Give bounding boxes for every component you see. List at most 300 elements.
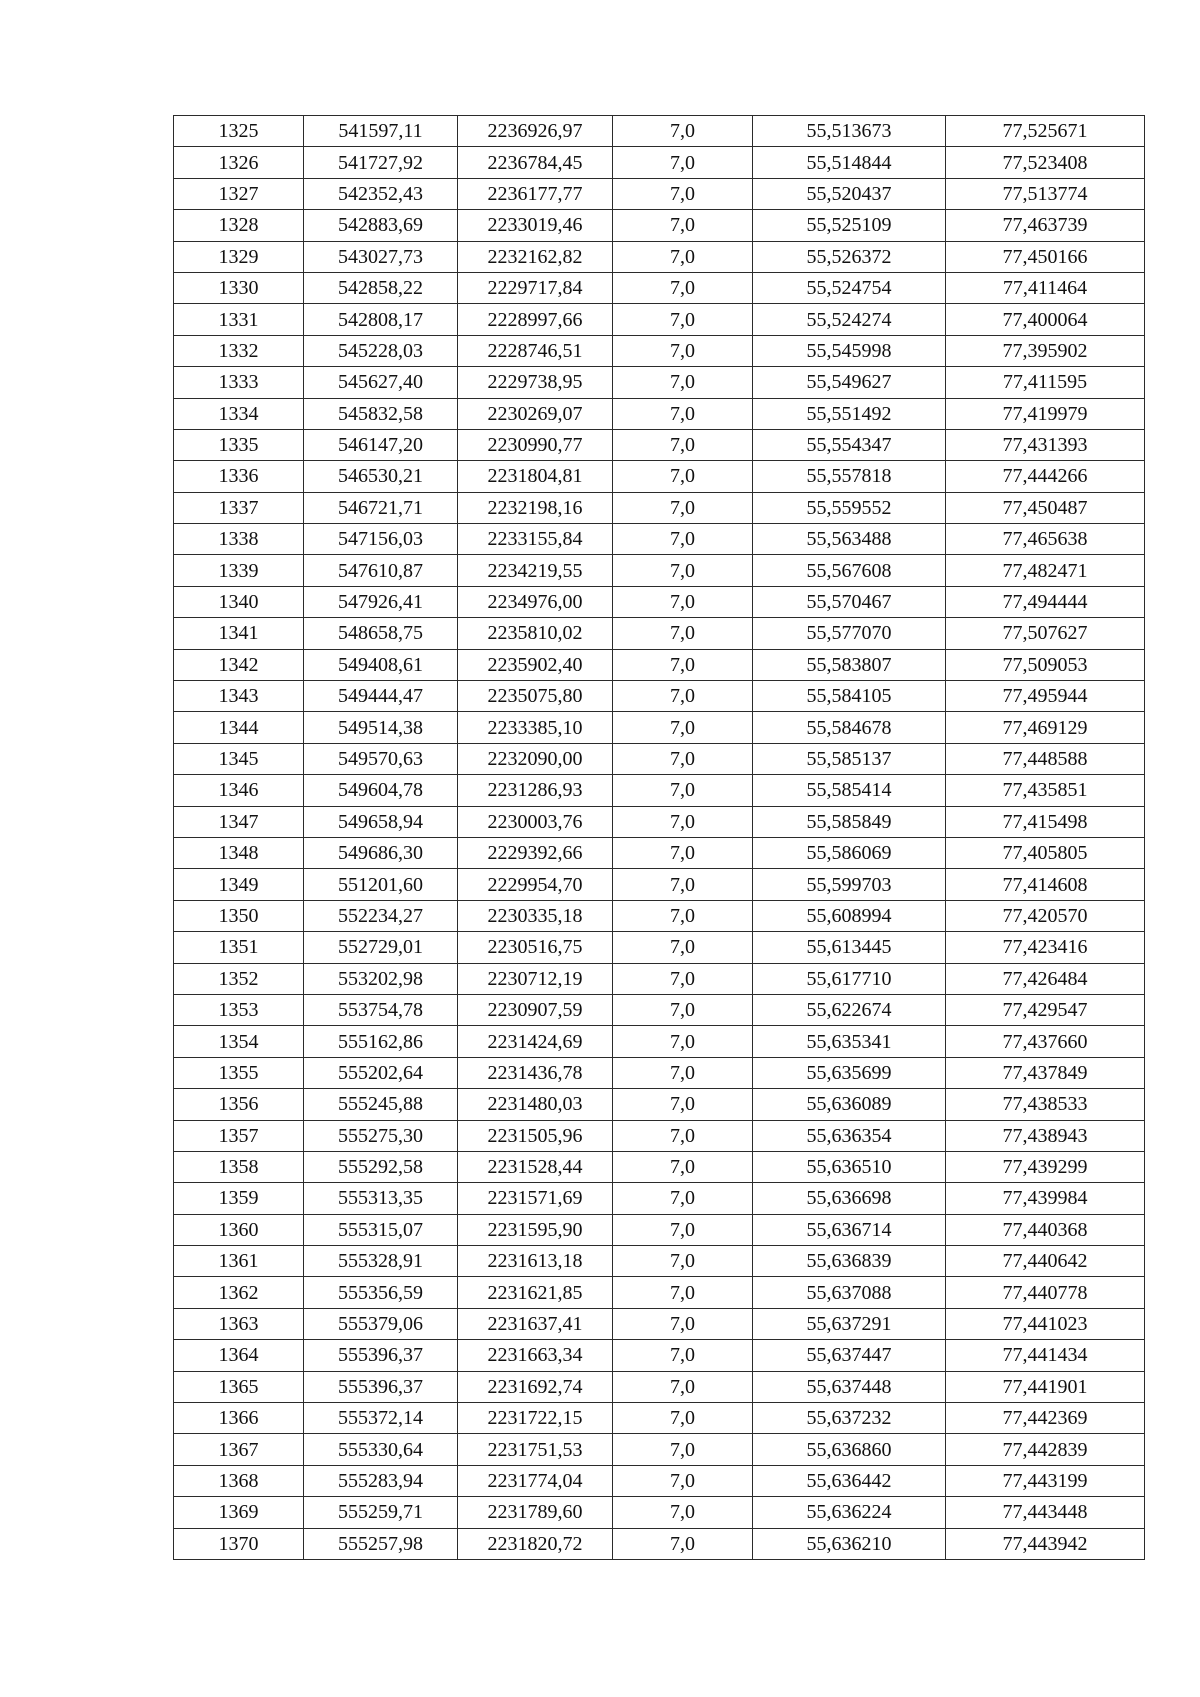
point-number-cell: 1340 (174, 586, 304, 617)
x-coordinate-cell: 555283,94 (304, 1465, 458, 1496)
point-number-cell: 1353 (174, 994, 304, 1025)
value-cell: 7,0 (613, 555, 753, 586)
value-cell: 7,0 (613, 210, 753, 241)
y-coordinate-cell: 2233155,84 (458, 524, 613, 555)
value-cell: 7,0 (613, 712, 753, 743)
longitude-cell: 77,441434 (946, 1340, 1145, 1371)
latitude-cell: 55,613445 (753, 932, 946, 963)
longitude-cell: 77,450166 (946, 241, 1145, 272)
table-row (174, 335, 1145, 366)
y-coordinate-cell: 2230003,76 (458, 806, 613, 837)
table-row (174, 492, 1145, 523)
point-number-cell: 1325 (174, 116, 304, 147)
point-number-cell: 1339 (174, 555, 304, 586)
y-coordinate-cell: 2229392,66 (458, 837, 613, 868)
coordinates-table-body (174, 116, 1145, 1560)
x-coordinate-cell: 546721,71 (304, 492, 458, 523)
y-coordinate-cell: 2231621,85 (458, 1277, 613, 1308)
x-coordinate-cell: 547610,87 (304, 555, 458, 586)
latitude-cell: 55,637291 (753, 1308, 946, 1339)
point-number-cell: 1337 (174, 492, 304, 523)
latitude-cell: 55,636510 (753, 1151, 946, 1182)
latitude-cell: 55,586069 (753, 837, 946, 868)
point-number-cell: 1350 (174, 900, 304, 931)
value-cell: 7,0 (613, 586, 753, 617)
table-row (174, 524, 1145, 555)
table-row (174, 869, 1145, 900)
table-row (174, 743, 1145, 774)
latitude-cell: 55,637447 (753, 1340, 946, 1371)
latitude-cell: 55,585137 (753, 743, 946, 774)
longitude-cell: 77,440368 (946, 1214, 1145, 1245)
latitude-cell: 55,617710 (753, 963, 946, 994)
y-coordinate-cell: 2231774,04 (458, 1465, 613, 1496)
y-coordinate-cell: 2228997,66 (458, 304, 613, 335)
point-number-cell: 1330 (174, 272, 304, 303)
latitude-cell: 55,636354 (753, 1120, 946, 1151)
value-cell: 7,0 (613, 272, 753, 303)
latitude-cell: 55,525109 (753, 210, 946, 241)
value-cell: 7,0 (613, 806, 753, 837)
latitude-cell: 55,636698 (753, 1183, 946, 1214)
y-coordinate-cell: 2234219,55 (458, 555, 613, 586)
value-cell: 7,0 (613, 147, 753, 178)
point-number-cell: 1336 (174, 461, 304, 492)
y-coordinate-cell: 2236177,77 (458, 178, 613, 209)
latitude-cell: 55,513673 (753, 116, 946, 147)
point-number-cell: 1345 (174, 743, 304, 774)
point-number-cell: 1351 (174, 932, 304, 963)
y-coordinate-cell: 2231751,53 (458, 1434, 613, 1465)
y-coordinate-cell: 2231595,90 (458, 1214, 613, 1245)
x-coordinate-cell: 542808,17 (304, 304, 458, 335)
value-cell: 7,0 (613, 869, 753, 900)
table-row (174, 1528, 1145, 1559)
x-coordinate-cell: 552729,01 (304, 932, 458, 963)
longitude-cell: 77,441901 (946, 1371, 1145, 1402)
point-number-cell: 1352 (174, 963, 304, 994)
point-number-cell: 1328 (174, 210, 304, 241)
latitude-cell: 55,637088 (753, 1277, 946, 1308)
x-coordinate-cell: 555315,07 (304, 1214, 458, 1245)
point-number-cell: 1367 (174, 1434, 304, 1465)
point-number-cell: 1338 (174, 524, 304, 555)
latitude-cell: 55,554347 (753, 429, 946, 460)
table-row (174, 963, 1145, 994)
table-row (174, 1026, 1145, 1057)
longitude-cell: 77,431393 (946, 429, 1145, 460)
longitude-cell: 77,482471 (946, 555, 1145, 586)
table-row (174, 178, 1145, 209)
x-coordinate-cell: 545832,58 (304, 398, 458, 429)
longitude-cell: 77,469129 (946, 712, 1145, 743)
value-cell: 7,0 (613, 994, 753, 1025)
latitude-cell: 55,526372 (753, 241, 946, 272)
point-number-cell: 1358 (174, 1151, 304, 1182)
x-coordinate-cell: 549686,30 (304, 837, 458, 868)
longitude-cell: 77,463739 (946, 210, 1145, 241)
y-coordinate-cell: 2230990,77 (458, 429, 613, 460)
table-row (174, 1308, 1145, 1339)
longitude-cell: 77,395902 (946, 335, 1145, 366)
y-coordinate-cell: 2231820,72 (458, 1528, 613, 1559)
longitude-cell: 77,525671 (946, 116, 1145, 147)
x-coordinate-cell: 541597,11 (304, 116, 458, 147)
value-cell: 7,0 (613, 461, 753, 492)
point-number-cell: 1334 (174, 398, 304, 429)
x-coordinate-cell: 542352,43 (304, 178, 458, 209)
x-coordinate-cell: 549514,38 (304, 712, 458, 743)
longitude-cell: 77,435851 (946, 775, 1145, 806)
x-coordinate-cell: 552234,27 (304, 900, 458, 931)
point-number-cell: 1359 (174, 1183, 304, 1214)
table-row (174, 1246, 1145, 1277)
longitude-cell: 77,439299 (946, 1151, 1145, 1182)
point-number-cell: 1343 (174, 681, 304, 712)
point-number-cell: 1363 (174, 1308, 304, 1339)
y-coordinate-cell: 2229717,84 (458, 272, 613, 303)
latitude-cell: 55,636210 (753, 1528, 946, 1559)
table-row (174, 461, 1145, 492)
x-coordinate-cell: 549604,78 (304, 775, 458, 806)
table-row (174, 116, 1145, 147)
x-coordinate-cell: 545228,03 (304, 335, 458, 366)
table-row (174, 681, 1145, 712)
latitude-cell: 55,524274 (753, 304, 946, 335)
latitude-cell: 55,524754 (753, 272, 946, 303)
latitude-cell: 55,563488 (753, 524, 946, 555)
value-cell: 7,0 (613, 1151, 753, 1182)
table-row (174, 618, 1145, 649)
y-coordinate-cell: 2231528,44 (458, 1151, 613, 1182)
latitude-cell: 55,551492 (753, 398, 946, 429)
point-number-cell: 1349 (174, 869, 304, 900)
latitude-cell: 55,514844 (753, 147, 946, 178)
table-row (174, 775, 1145, 806)
value-cell: 7,0 (613, 241, 753, 272)
value-cell: 7,0 (613, 178, 753, 209)
longitude-cell: 77,443448 (946, 1497, 1145, 1528)
table-row (174, 210, 1145, 241)
y-coordinate-cell: 2231789,60 (458, 1497, 613, 1528)
longitude-cell: 77,441023 (946, 1308, 1145, 1339)
longitude-cell: 77,448588 (946, 743, 1145, 774)
latitude-cell: 55,585849 (753, 806, 946, 837)
value-cell: 7,0 (613, 900, 753, 931)
y-coordinate-cell: 2231480,03 (458, 1089, 613, 1120)
y-coordinate-cell: 2230712,19 (458, 963, 613, 994)
y-coordinate-cell: 2231722,15 (458, 1403, 613, 1434)
latitude-cell: 55,584105 (753, 681, 946, 712)
table-row (174, 398, 1145, 429)
table-row (174, 429, 1145, 460)
y-coordinate-cell: 2229954,70 (458, 869, 613, 900)
x-coordinate-cell: 549658,94 (304, 806, 458, 837)
value-cell: 7,0 (613, 1214, 753, 1245)
y-coordinate-cell: 2230269,07 (458, 398, 613, 429)
value-cell: 7,0 (613, 1308, 753, 1339)
x-coordinate-cell: 551201,60 (304, 869, 458, 900)
longitude-cell: 77,450487 (946, 492, 1145, 523)
y-coordinate-cell: 2233019,46 (458, 210, 613, 241)
table-row (174, 1403, 1145, 1434)
latitude-cell: 55,520437 (753, 178, 946, 209)
point-number-cell: 1368 (174, 1465, 304, 1496)
table-row (174, 304, 1145, 335)
value-cell: 7,0 (613, 524, 753, 555)
y-coordinate-cell: 2231663,34 (458, 1340, 613, 1371)
table-row (174, 994, 1145, 1025)
value-cell: 7,0 (613, 1340, 753, 1371)
latitude-cell: 55,599703 (753, 869, 946, 900)
x-coordinate-cell: 553754,78 (304, 994, 458, 1025)
table-row (174, 806, 1145, 837)
latitude-cell: 55,636839 (753, 1246, 946, 1277)
table-row (174, 1497, 1145, 1528)
point-number-cell: 1327 (174, 178, 304, 209)
value-cell: 7,0 (613, 837, 753, 868)
longitude-cell: 77,419979 (946, 398, 1145, 429)
y-coordinate-cell: 2234976,00 (458, 586, 613, 617)
value-cell: 7,0 (613, 335, 753, 366)
longitude-cell: 77,439984 (946, 1183, 1145, 1214)
y-coordinate-cell: 2235902,40 (458, 649, 613, 680)
longitude-cell: 77,437849 (946, 1057, 1145, 1088)
point-number-cell: 1369 (174, 1497, 304, 1528)
x-coordinate-cell: 547156,03 (304, 524, 458, 555)
y-coordinate-cell: 2236784,45 (458, 147, 613, 178)
table-row (174, 555, 1145, 586)
value-cell: 7,0 (613, 116, 753, 147)
y-coordinate-cell: 2230335,18 (458, 900, 613, 931)
table-row (174, 712, 1145, 743)
point-number-cell: 1326 (174, 147, 304, 178)
latitude-cell: 55,557818 (753, 461, 946, 492)
x-coordinate-cell: 541727,92 (304, 147, 458, 178)
value-cell: 7,0 (613, 429, 753, 460)
value-cell: 7,0 (613, 1497, 753, 1528)
table-row (174, 1089, 1145, 1120)
x-coordinate-cell: 553202,98 (304, 963, 458, 994)
longitude-cell: 77,443942 (946, 1528, 1145, 1559)
x-coordinate-cell: 542858,22 (304, 272, 458, 303)
value-cell: 7,0 (613, 1089, 753, 1120)
table-row (174, 241, 1145, 272)
longitude-cell: 77,442839 (946, 1434, 1145, 1465)
longitude-cell: 77,411595 (946, 367, 1145, 398)
longitude-cell: 77,438943 (946, 1120, 1145, 1151)
latitude-cell: 55,608994 (753, 900, 946, 931)
table-row (174, 1183, 1145, 1214)
x-coordinate-cell: 547926,41 (304, 586, 458, 617)
x-coordinate-cell: 555328,91 (304, 1246, 458, 1277)
point-number-cell: 1370 (174, 1528, 304, 1559)
latitude-cell: 55,636860 (753, 1434, 946, 1465)
x-coordinate-cell: 555379,06 (304, 1308, 458, 1339)
point-number-cell: 1356 (174, 1089, 304, 1120)
point-number-cell: 1357 (174, 1120, 304, 1151)
table-row (174, 1434, 1145, 1465)
x-coordinate-cell: 542883,69 (304, 210, 458, 241)
table-row (174, 900, 1145, 931)
longitude-cell: 77,429547 (946, 994, 1145, 1025)
point-number-cell: 1344 (174, 712, 304, 743)
table-row (174, 1120, 1145, 1151)
latitude-cell: 55,636442 (753, 1465, 946, 1496)
value-cell: 7,0 (613, 1246, 753, 1277)
x-coordinate-cell: 549444,47 (304, 681, 458, 712)
longitude-cell: 77,426484 (946, 963, 1145, 994)
point-number-cell: 1346 (174, 775, 304, 806)
latitude-cell: 55,549627 (753, 367, 946, 398)
table-row (174, 1057, 1145, 1088)
longitude-cell: 77,443199 (946, 1465, 1145, 1496)
x-coordinate-cell: 548658,75 (304, 618, 458, 649)
longitude-cell: 77,440642 (946, 1246, 1145, 1277)
y-coordinate-cell: 2228746,51 (458, 335, 613, 366)
latitude-cell: 55,584678 (753, 712, 946, 743)
y-coordinate-cell: 2232090,00 (458, 743, 613, 774)
point-number-cell: 1333 (174, 367, 304, 398)
y-coordinate-cell: 2231571,69 (458, 1183, 613, 1214)
value-cell: 7,0 (613, 775, 753, 806)
table-row (174, 586, 1145, 617)
y-coordinate-cell: 2231613,18 (458, 1246, 613, 1277)
value-cell: 7,0 (613, 1434, 753, 1465)
y-coordinate-cell: 2230907,59 (458, 994, 613, 1025)
value-cell: 7,0 (613, 1371, 753, 1402)
point-number-cell: 1329 (174, 241, 304, 272)
point-number-cell: 1361 (174, 1246, 304, 1277)
longitude-cell: 77,411464 (946, 272, 1145, 303)
table-row (174, 837, 1145, 868)
longitude-cell: 77,513774 (946, 178, 1145, 209)
x-coordinate-cell: 555313,35 (304, 1183, 458, 1214)
point-number-cell: 1341 (174, 618, 304, 649)
latitude-cell: 55,559552 (753, 492, 946, 523)
value-cell: 7,0 (613, 618, 753, 649)
value-cell: 7,0 (613, 398, 753, 429)
longitude-cell: 77,414608 (946, 869, 1145, 900)
table-row (174, 1340, 1145, 1371)
value-cell: 7,0 (613, 1465, 753, 1496)
y-coordinate-cell: 2231505,96 (458, 1120, 613, 1151)
x-coordinate-cell: 555292,58 (304, 1151, 458, 1182)
longitude-cell: 77,440778 (946, 1277, 1145, 1308)
point-number-cell: 1347 (174, 806, 304, 837)
x-coordinate-cell: 555356,59 (304, 1277, 458, 1308)
longitude-cell: 77,423416 (946, 932, 1145, 963)
latitude-cell: 55,583807 (753, 649, 946, 680)
x-coordinate-cell: 555245,88 (304, 1089, 458, 1120)
y-coordinate-cell: 2236926,97 (458, 116, 613, 147)
latitude-cell: 55,636714 (753, 1214, 946, 1245)
longitude-cell: 77,437660 (946, 1026, 1145, 1057)
x-coordinate-cell: 555275,30 (304, 1120, 458, 1151)
table-row (174, 1465, 1145, 1496)
x-coordinate-cell: 555257,98 (304, 1528, 458, 1559)
longitude-cell: 77,494444 (946, 586, 1145, 617)
y-coordinate-cell: 2231692,74 (458, 1371, 613, 1402)
x-coordinate-cell: 543027,73 (304, 241, 458, 272)
x-coordinate-cell: 545627,40 (304, 367, 458, 398)
x-coordinate-cell: 546147,20 (304, 429, 458, 460)
value-cell: 7,0 (613, 743, 753, 774)
latitude-cell: 55,635341 (753, 1026, 946, 1057)
y-coordinate-cell: 2231804,81 (458, 461, 613, 492)
point-number-cell: 1362 (174, 1277, 304, 1308)
x-coordinate-cell: 546530,21 (304, 461, 458, 492)
x-coordinate-cell: 555330,64 (304, 1434, 458, 1465)
latitude-cell: 55,570467 (753, 586, 946, 617)
longitude-cell: 77,415498 (946, 806, 1145, 837)
point-number-cell: 1364 (174, 1340, 304, 1371)
x-coordinate-cell: 555259,71 (304, 1497, 458, 1528)
point-number-cell: 1342 (174, 649, 304, 680)
table-row (174, 932, 1145, 963)
table-row (174, 1151, 1145, 1182)
y-coordinate-cell: 2233385,10 (458, 712, 613, 743)
table-row (174, 367, 1145, 398)
value-cell: 7,0 (613, 1528, 753, 1559)
longitude-cell: 77,509053 (946, 649, 1145, 680)
value-cell: 7,0 (613, 1120, 753, 1151)
value-cell: 7,0 (613, 1026, 753, 1057)
point-number-cell: 1354 (174, 1026, 304, 1057)
latitude-cell: 55,636224 (753, 1497, 946, 1528)
value-cell: 7,0 (613, 304, 753, 335)
x-coordinate-cell: 549408,61 (304, 649, 458, 680)
y-coordinate-cell: 2231424,69 (458, 1026, 613, 1057)
table-row (174, 649, 1145, 680)
latitude-cell: 55,635699 (753, 1057, 946, 1088)
x-coordinate-cell: 555372,14 (304, 1403, 458, 1434)
longitude-cell: 77,465638 (946, 524, 1145, 555)
point-number-cell: 1332 (174, 335, 304, 366)
value-cell: 7,0 (613, 681, 753, 712)
latitude-cell: 55,545998 (753, 335, 946, 366)
longitude-cell: 77,438533 (946, 1089, 1145, 1120)
longitude-cell: 77,523408 (946, 147, 1145, 178)
coordinates-table (173, 115, 1145, 1560)
point-number-cell: 1331 (174, 304, 304, 335)
point-number-cell: 1355 (174, 1057, 304, 1088)
y-coordinate-cell: 2231286,93 (458, 775, 613, 806)
point-number-cell: 1360 (174, 1214, 304, 1245)
latitude-cell: 55,636089 (753, 1089, 946, 1120)
point-number-cell: 1365 (174, 1371, 304, 1402)
table-row (174, 272, 1145, 303)
value-cell: 7,0 (613, 932, 753, 963)
y-coordinate-cell: 2230516,75 (458, 932, 613, 963)
point-number-cell: 1335 (174, 429, 304, 460)
table-row (174, 1371, 1145, 1402)
longitude-cell: 77,400064 (946, 304, 1145, 335)
x-coordinate-cell: 549570,63 (304, 743, 458, 774)
value-cell: 7,0 (613, 367, 753, 398)
latitude-cell: 55,637448 (753, 1371, 946, 1402)
longitude-cell: 77,444266 (946, 461, 1145, 492)
longitude-cell: 77,405805 (946, 837, 1145, 868)
y-coordinate-cell: 2229738,95 (458, 367, 613, 398)
longitude-cell: 77,507627 (946, 618, 1145, 649)
x-coordinate-cell: 555396,37 (304, 1371, 458, 1402)
value-cell: 7,0 (613, 492, 753, 523)
value-cell: 7,0 (613, 1183, 753, 1214)
y-coordinate-cell: 2231637,41 (458, 1308, 613, 1339)
value-cell: 7,0 (613, 1057, 753, 1088)
table-row (174, 1214, 1145, 1245)
